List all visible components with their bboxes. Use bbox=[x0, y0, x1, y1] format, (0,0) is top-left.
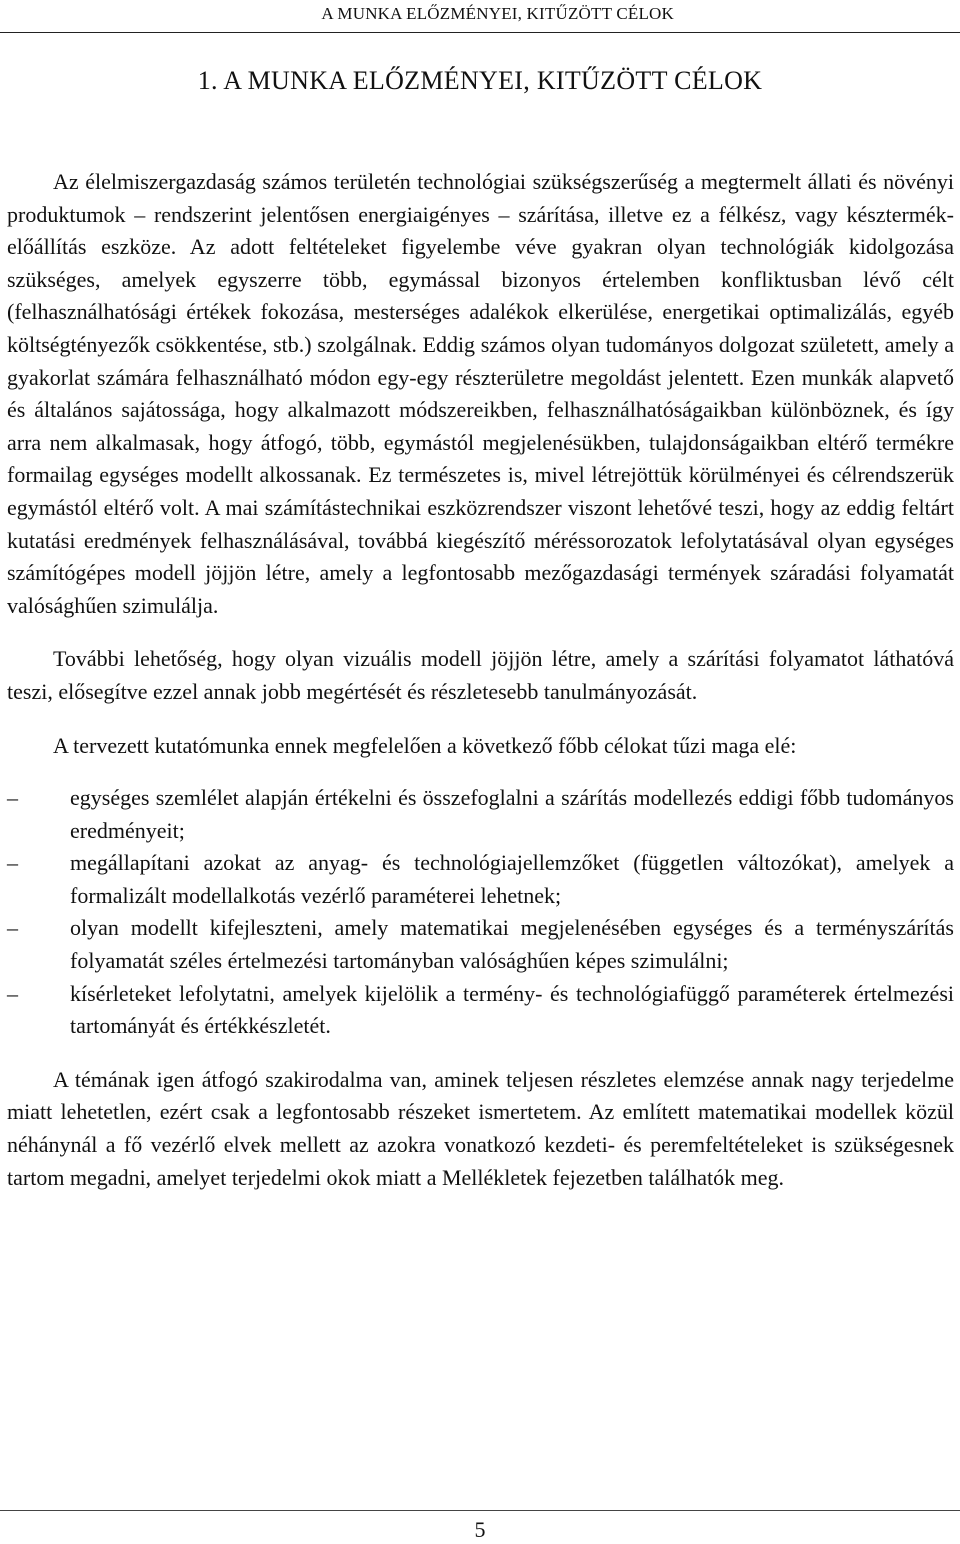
chapter-title: 1. A MUNKA ELŐZMÉNYEI, KITŰZÖTT CÉLOK bbox=[197, 66, 763, 95]
dash-bullet: – bbox=[7, 915, 18, 941]
goal-text: megállapítani azokat az anyag- és technológiajellemzőket (független változókat), amelyek a formalizált modellalkotás vezérlő paraméterei lehetnek; bbox=[70, 850, 954, 908]
goal-text: egységes szemlélet alapján értékelni és összefoglalni a szárítás modellezés eddigi főbb tudományos eredményeit; bbox=[70, 785, 954, 843]
paragraph-visual-model: További lehetőség, hogy olyan vizuális modell jöjjön létre, amely a szárítási folyamatot láthatóvá teszi, elősegítve ezzel annak jobb megértését és részletesebb tanulmányozását. bbox=[7, 646, 954, 704]
header-rule bbox=[0, 32, 960, 33]
paragraph-goals-intro: A tervezett kutatómunka ennek megfelelően a következő főbb célokat tűzi maga elé: bbox=[53, 732, 797, 758]
dash-bullet: – bbox=[7, 980, 18, 1006]
dash-bullet: – bbox=[7, 850, 18, 876]
goal-text: kísérleteket lefolytatni, amelyek kijelölik a termény- és technológiafüggő paraméterek értelmezési tartományát és értékkészletét. bbox=[70, 980, 954, 1039]
list-item bbox=[7, 847, 954, 912]
list-item bbox=[7, 978, 954, 1043]
goals-list bbox=[7, 782, 954, 1043]
list-item bbox=[7, 912, 954, 977]
paragraph-intro: Az élelmiszergazdaság számos területén technológiai szükségszerűség a megtermelt állati és növényi produktumok – rendszerint jelentősen energiaigényes – szárítása, illetve ez a félkész, vagy késztermék-előállítás eszköze. Az adott feltételeket figyelembe véve gyakran olyan technológiák kidolgozása szükséges, amelyek egyszerre több, egymással bizonyos értelemben konfliktusban lévő célt (felhasználhatósági értékek fokozása, mesterséges adalékok elkerülése, energetikai optimalizálás, egyéb költségtényezők csökkentése, stb.) szolgálnak. Eddig számos olyan tudományos dolgozat született, amely a gyakorlat számára felhasználható módon egy-egy részterületre megoldást jelentett. Ezen munkák alapvető és általános sajátossága, hogy alkalmazott módszereikben, felhasználhatóságaikban különböznek, és így arra nem alkalmasak, hogy átfogó, több, egymástól megjelenésükben, tulajdonságaikban eltérő termékre formailag egységes modellt alkossanak. Ez természetes is, mivel létrejöttük körülményei és célrendszerük egymástól eltérő volt. A mai számítástechnikai eszközrendszer viszont lehetővé teszi, hogy az eddig feltárt kutatási eredmények felhasználásával, továbbá kiegészítő méréssorozatok lefolytatásával olyan egységes számítógépes modell jöjjön létre, amely a legfontosabb mezőgazdasági termények száradási folyamatát valósághűen szimulálja. bbox=[7, 169, 954, 618]
list-item bbox=[7, 782, 954, 847]
paragraph-literature: A témának igen átfogó szakirodalma van, aminek teljesen részletes elemzése annak nagy terjedelme miatt lehetetlen, ezért csak a legfontosabb részeket ismertetem. Az említett matematikai modellek közül néhánynál a fő vezérlő elvek mellett az azokra vonatkozó kezdeti- és peremfeltételeket is szükségesnek tartom megadni, amelyet terjedelmi okok miatt a Mellékletek fejezetben találhatók meg. bbox=[7, 1066, 954, 1190]
page-number: 5 bbox=[474, 1517, 486, 1542]
goal-text: olyan modellt kifejleszteni, amely matematikai megjelenésében egységes és a terményszárítás folyamatát széles értelmezési tartományban valósághűen képes szimulálni; bbox=[70, 915, 954, 974]
running-header: A MUNKA ELŐZMÉNYEI, KITŰZÖTT CÉLOK bbox=[321, 4, 674, 23]
footer-rule bbox=[0, 1510, 960, 1511]
body-text bbox=[7, 166, 954, 1194]
dash-bullet: – bbox=[7, 785, 18, 811]
